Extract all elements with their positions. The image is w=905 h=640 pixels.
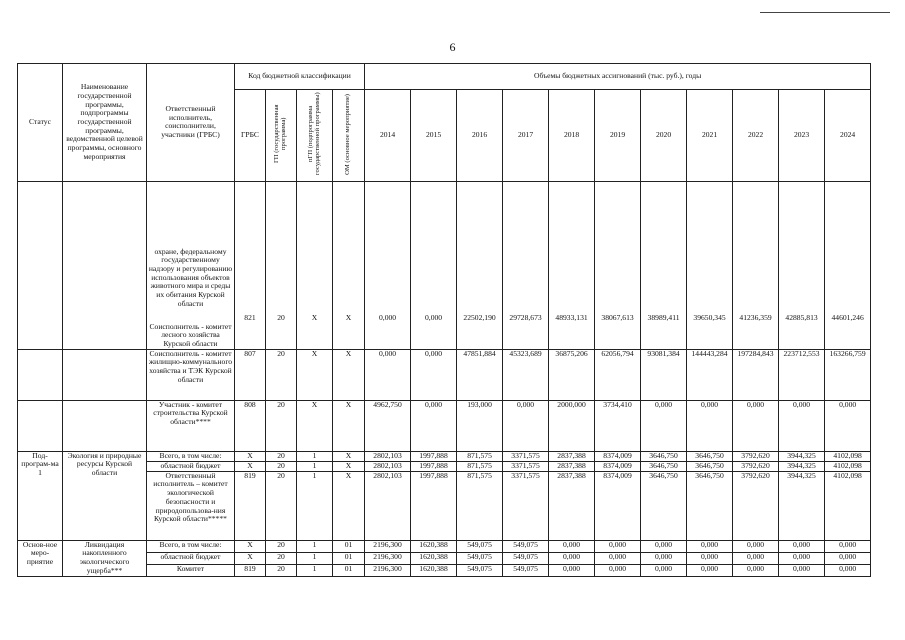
om-cell: X: [333, 181, 365, 349]
value-cell: 549,075: [503, 540, 549, 552]
status-cell: Основ-ное меро-приятие: [18, 540, 63, 576]
value-cell: 0,000: [779, 564, 825, 576]
value-cell: 1997,888: [411, 451, 457, 461]
pgp-cell: X: [297, 400, 333, 451]
gp-cell: 20: [266, 400, 297, 451]
header-gp: ГП (государственная программа): [273, 104, 287, 164]
header-year: 2022: [733, 90, 779, 182]
value-cell: 549,075: [503, 552, 549, 564]
value-cell: 2196,300: [365, 552, 411, 564]
value-cell: 3371,575: [503, 461, 549, 471]
value-cell: 0,000: [641, 400, 687, 451]
grbs-cell: 808: [235, 400, 266, 451]
gp-cell: 20: [266, 564, 297, 576]
value-cell: 0,000: [503, 400, 549, 451]
gp-cell: 20: [266, 181, 297, 349]
value-cell: 39650,345: [687, 181, 733, 349]
grbs-cell: 819: [235, 564, 266, 576]
value-cell: 1997,888: [411, 461, 457, 471]
value-cell: 871,575: [457, 451, 503, 461]
pgp-cell: X: [297, 349, 333, 400]
value-cell: 3371,575: [503, 451, 549, 461]
responsible-text: Соисполнитель - комитет лесного хозяйства Курской области: [149, 321, 232, 348]
table-row: [18, 181, 871, 349]
header-responsible: Ответственный исполнитель, соисполнители, участники (ГРБС): [147, 64, 235, 182]
value-cell: 3371,575: [503, 471, 549, 540]
value-cell: 48933,131: [549, 181, 595, 349]
header-year: 2019: [595, 90, 641, 182]
value-cell: 0,000: [779, 400, 825, 451]
status-cell: Под-програм-ма 1: [18, 451, 63, 540]
grbs-cell: 819: [235, 471, 266, 540]
header-year: 2020: [641, 90, 687, 182]
value-cell: 0,000: [779, 552, 825, 564]
value-cell: 0,000: [549, 564, 595, 576]
table-row: [18, 400, 871, 451]
value-cell: 38067,613: [595, 181, 641, 349]
value-cell: 2802,103: [365, 451, 411, 461]
value-cell: 4962,750: [365, 400, 411, 451]
value-cell: 2837,388: [549, 451, 595, 461]
status-cell: [18, 349, 63, 400]
header-om-cell: [333, 90, 365, 182]
budget-table: [17, 63, 871, 577]
value-cell: 2837,388: [549, 471, 595, 540]
value-cell: 62056,794: [595, 349, 641, 400]
value-cell: 2802,103: [365, 461, 411, 471]
value-cell: 0,000: [641, 552, 687, 564]
name-cell: [63, 181, 147, 349]
grbs-cell: X: [235, 540, 266, 552]
page-number: 6: [449, 40, 456, 54]
value-cell: 871,575: [457, 471, 503, 540]
pgp-cell: 1: [297, 451, 333, 461]
value-cell: 0,000: [779, 540, 825, 552]
value-cell: 871,575: [457, 461, 503, 471]
pgp-cell: 1: [297, 564, 333, 576]
om-cell: 01: [333, 564, 365, 576]
grbs-cell: X: [235, 451, 266, 461]
value-cell: 3646,750: [687, 451, 733, 461]
header-year: 2016: [457, 90, 503, 182]
value-cell: 0,000: [595, 564, 641, 576]
value-cell: 47851,884: [457, 349, 503, 400]
value-cell: 8374,009: [595, 471, 641, 540]
value-cell: 0,000: [411, 181, 457, 349]
name-cell: Экология и природные ресурсы Курской области: [63, 451, 147, 540]
pgp-cell: 1: [297, 552, 333, 564]
gp-cell: 20: [266, 349, 297, 400]
value-cell: 44601,246: [825, 181, 871, 349]
value-cell: 3944,325: [779, 461, 825, 471]
value-cell: 0,000: [687, 540, 733, 552]
gp-cell: 20: [266, 461, 297, 471]
value-cell: 0,000: [733, 400, 779, 451]
header-pgp: пГП (подпрограмма государственной программы): [306, 92, 321, 176]
header-grbs: ГРБС: [235, 90, 266, 182]
value-cell: 223712,553: [779, 349, 825, 400]
value-cell: 1997,888: [411, 471, 457, 540]
value-cell: 0,000: [825, 400, 871, 451]
header-pgp-cell: [297, 90, 333, 182]
responsible-cell: Комитет: [147, 564, 235, 576]
table-row: [18, 540, 871, 552]
header-gp-cell: [266, 90, 297, 182]
table-row: [18, 451, 871, 461]
value-cell: 3646,750: [687, 471, 733, 540]
value-cell: 0,000: [411, 400, 457, 451]
value-cell: 193,000: [457, 400, 503, 451]
value-cell: 0,000: [825, 552, 871, 564]
value-cell: 0,000: [549, 552, 595, 564]
value-cell: 0,000: [641, 564, 687, 576]
om-cell: X: [333, 471, 365, 540]
value-cell: 549,075: [457, 540, 503, 552]
value-cell: 8374,009: [595, 451, 641, 461]
responsible-cell: Соисполнитель - комитет жилищно-коммунального хозяйства и ТЭК Курской области: [147, 349, 235, 400]
value-cell: 1620,388: [411, 540, 457, 552]
value-cell: 3734,410: [595, 400, 641, 451]
value-cell: 4102,098: [825, 451, 871, 461]
value-cell: 3944,325: [779, 451, 825, 461]
header-year: 2018: [549, 90, 595, 182]
value-cell: 0,000: [365, 349, 411, 400]
value-cell: 0,000: [595, 540, 641, 552]
header-bk-code: Код бюджетной классификации: [235, 64, 365, 90]
value-cell: 0,000: [549, 540, 595, 552]
header-year: 2014: [365, 90, 411, 182]
name-cell: Ликвидация накопленного экологического ущерба***: [63, 540, 147, 576]
value-cell: 3792,620: [733, 451, 779, 461]
responsible-continued: охране, федеральному государственному надзору и регулированию использования объектов животного мира и среды их обитания Курской области: [148, 246, 233, 308]
pgp-cell: X: [297, 181, 333, 349]
value-cell: 22502,190: [457, 181, 503, 349]
value-cell: 1620,388: [411, 552, 457, 564]
name-cell: [63, 349, 147, 400]
value-cell: 2802,103: [365, 471, 411, 540]
value-cell: 0,000: [825, 564, 871, 576]
value-cell: 0,000: [825, 540, 871, 552]
value-cell: 3646,750: [641, 451, 687, 461]
value-cell: 197284,843: [733, 349, 779, 400]
value-cell: 0,000: [687, 564, 733, 576]
responsible-cell: Ответственный исполнитель – комитет экологической безопасности и природопользова-ния Курской области*****: [147, 471, 235, 540]
header-om: ОМ (основное мероприятие): [344, 93, 352, 175]
value-cell: 163266,759: [825, 349, 871, 400]
responsible-cell: областной бюджет: [147, 461, 235, 471]
om-cell: X: [333, 461, 365, 471]
header-year: 2021: [687, 90, 733, 182]
value-cell: 4102,098: [825, 461, 871, 471]
value-cell: 42885,813: [779, 181, 825, 349]
value-cell: 0,000: [733, 564, 779, 576]
value-cell: 144443,284: [687, 349, 733, 400]
grbs-cell: X: [235, 552, 266, 564]
value-cell: 3944,325: [779, 471, 825, 540]
responsible-cell: областной бюджет: [147, 552, 235, 564]
value-cell: 549,075: [457, 552, 503, 564]
value-cell: 3646,750: [641, 461, 687, 471]
om-cell: X: [333, 349, 365, 400]
gp-cell: 20: [266, 552, 297, 564]
header-program-name: Наименование государственной программы, подпрограммы государственной программы, ведомственной целевой программы, основного мероприятия: [63, 64, 147, 182]
value-cell: 2837,388: [549, 461, 595, 471]
om-cell: X: [333, 451, 365, 461]
grbs-cell: 807: [235, 349, 266, 400]
om-cell: X: [333, 400, 365, 451]
om-cell: 01: [333, 552, 365, 564]
value-cell: 29728,673: [503, 181, 549, 349]
value-cell: 549,075: [457, 564, 503, 576]
value-cell: 38989,411: [641, 181, 687, 349]
top-rule: [760, 12, 890, 13]
responsible-cell: Всего, в том числе:: [147, 451, 235, 461]
gp-cell: 20: [266, 471, 297, 540]
pgp-cell: 1: [297, 461, 333, 471]
value-cell: 0,000: [411, 349, 457, 400]
value-cell: 93081,384: [641, 349, 687, 400]
value-cell: 3792,620: [733, 461, 779, 471]
name-cell: [63, 400, 147, 451]
table-row: [18, 349, 871, 400]
value-cell: 36875,206: [549, 349, 595, 400]
value-cell: 0,000: [687, 400, 733, 451]
value-cell: 0,000: [733, 540, 779, 552]
value-cell: 0,000: [365, 181, 411, 349]
value-cell: 549,075: [503, 564, 549, 576]
responsible-cell: Всего, в том числе:: [147, 540, 235, 552]
value-cell: 3646,750: [641, 471, 687, 540]
value-cell: 3646,750: [687, 461, 733, 471]
value-cell: 0,000: [733, 552, 779, 564]
responsible-cell: [147, 181, 235, 349]
status-cell: [18, 400, 63, 451]
header-row-1: [18, 64, 871, 90]
gp-cell: 20: [266, 540, 297, 552]
value-cell: 0,000: [687, 552, 733, 564]
pgp-cell: 1: [297, 540, 333, 552]
value-cell: 2196,300: [365, 564, 411, 576]
value-cell: 8374,009: [595, 461, 641, 471]
value-cell: 41236,359: [733, 181, 779, 349]
om-cell: 01: [333, 540, 365, 552]
value-cell: 4102,098: [825, 471, 871, 540]
value-cell: 2196,300: [365, 540, 411, 552]
pgp-cell: 1: [297, 471, 333, 540]
value-cell: 1620,388: [411, 564, 457, 576]
header-year: 2015: [411, 90, 457, 182]
header-status: Статус: [18, 64, 63, 182]
header-year: 2017: [503, 90, 549, 182]
header-year: 2024: [825, 90, 871, 182]
header-volumes: Объемы бюджетных ассигнований (тыс. руб.), годы: [365, 64, 871, 90]
responsible-cell: Участник - комитет строительства Курской области****: [147, 400, 235, 451]
grbs-cell: 821: [235, 181, 266, 349]
value-cell: 0,000: [595, 552, 641, 564]
value-cell: 2000,000: [549, 400, 595, 451]
gp-cell: 20: [266, 451, 297, 461]
status-cell: [18, 181, 63, 349]
value-cell: 45323,689: [503, 349, 549, 400]
value-cell: 0,000: [641, 540, 687, 552]
value-cell: 3792,620: [733, 471, 779, 540]
header-year: 2023: [779, 90, 825, 182]
grbs-cell: X: [235, 461, 266, 471]
